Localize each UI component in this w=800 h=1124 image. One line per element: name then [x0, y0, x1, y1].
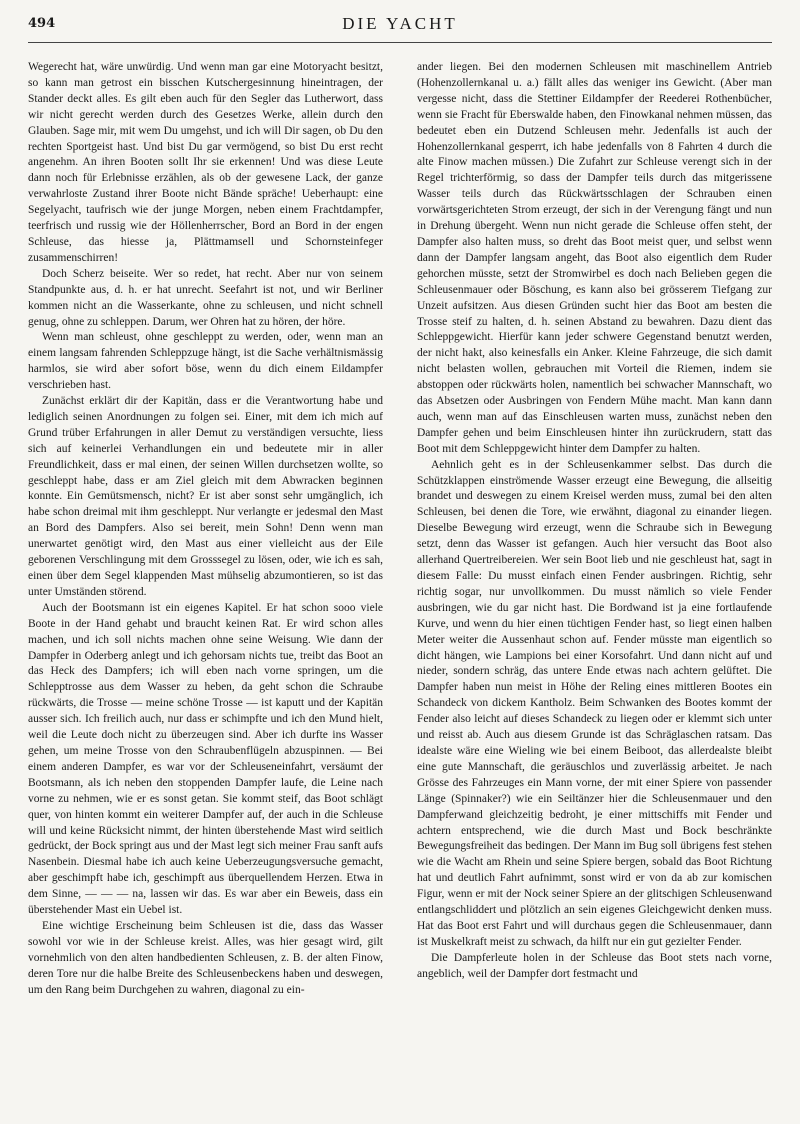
paragraph: Aehnlich geht es in der Schleusenkammer selbst. Das durch die Schützklappen einströmende Wasser erzeugt eine Bewegung, die allseitig brandet und deswegen zu einem Kreisel werden muss, zumal bei den alten Schleusen, bei denen die Tore, wie erwähnt, diagonal zu einander liegen. Dieselbe Bewegung wird erzeugt, wenn die Schraube sich in Bewegung setzt, denn das Wasser ist gefangen. Auch hier versucht das Boot also allerhand Quertreibereien. Wer sein Boot lieb und nie geschleust hat, sagt in diesem Falle: Du musst einfach einen Fender ausbringen. Richtig, sehr richtig sogar, nur unvollkommen. Du musst nämlich so viele Fender ausbringen, wie du gar nicht hast. Die Bordwand ist ja eine fortlaufende Kurve, und wenn du hier einen tüchtigen Fender hast, so liegt einen halben Meter weiter die Aussenhaut schon auf. Fender müsste man eigentlich so dicht hängen, wie Lampions bei einer Korsofahrt. Und dann nicht auf und nieder, sondern schräg, das untere Ende etwas nach achtern gelüftet. Die Dampfer haben nun meist in Höhe der Reling eines mittleren Bootes ein Schandeck von dickem Kantholz. Beim Schwanken des Bootes kommt der Fender also leicht auf dieses Schandeck zu liegen oder er klemmt sich unter und reisst ab. Auch aus diesem Grunde ist das Schräglaschen ratsam. Das idealste wäre eine Wieling wie bei einem Beiboot, das allerdealste bleibt eine gute Mannschaft, die geräuschlos und zuverlässig arbeitet. Je nach Grösse des Fahrzeuges ein Mann vorne, der mit einer Spiere von passender Länge (Spinnaker?) wie ein Seiltänzer hier die Schleusenmauer und den Dampferwand gleichzeitig bedroht, je einer mittschiffs mit Fender und achtern entsprechend, wie die durch Mast und Bock beschränkte Bewegungsfreiheit das bedingen. Der Mann im Bug soll übrigens fest stehen wie die Wacht am Rhein und seine Spiere bergen, sobald das Boot Richtung hat und deutlich Fahrt aufnimmt, sonst wird er von da ab zur komischen Figur, wenn er mit der Nock seiner Spiere an der glitschigen Schleusenwand entlangschliddert und plötzlich an sein eigenes Gleichgewicht denken muss. Hat das Boot erst Fahrt und will durchaus gegen die Schleusenmauer, dann ist Muskelkraft meist zu schwach, da hilft nur ein gut gezielter Fender. [417, 458, 772, 948]
paragraph: Die Dampferleute holen in der Schleuse das Boot stets nach vorne, angeblich, weil der Dampfer dort festmacht und [417, 951, 772, 980]
page-number: 494 [28, 16, 56, 31]
right-column [417, 60, 772, 1110]
paragraph: Eine wichtige Erscheinung beim Schleusen ist die, dass das Wasser sowohl vor wie in der Schleuse kreist. Alles, was hier gesagt wird, gilt vornehmlich von den alten handbedienten Schleusen, z. B. der alten Finow, deren Tore nur die halbe Breite des Schleusenbeckens haben und deswegen, um den Rang beim Durchgehen zu wahren, diagonal zu ein- [28, 919, 383, 996]
paragraph: Zunächst erklärt dir der Kapitän, dass er die Verantwortung habe und lediglich seinen Anordnungen zu folgen sei. Einer, mit dem ich mich auf Grund trüber Erfahrungen in aller Demut zu verständigen versuchte, liess sich auf keinerlei Verhandlungen ein und bedeutete mir in aller Freundlichkeit, dass er mal einen, der seinen Willen durchsetzen wollte, so geschleppt habe, dass er am Ziel gleich mit dem Abwracken beginnen konnte. Ein Gemütsmensch, nicht? Er ist aber sonst sehr umgänglich, ich habe schon dreimal mit ihm geschleppt. Nur verlangte er jedesmal den Mast an Bord des Dampfers. Also sei bereit, mein Sohn! Denn wenn man unerwartet genötigt wird, den Mast aus einer vielleicht aus der Eile geborenen Verschlingung mit dem Grosssegel zu lösen, oder, wie ich es sah, einen über dem Segel klappenden Mast mühselig abzumontieren, so ist das unter Umständen störend. [28, 395, 383, 598]
article-body [28, 60, 772, 1110]
paragraph: ander liegen. Bei den modernen Schleusen mit maschinellem Antrieb (Hohenzollernkanal u. a.) fällt alles das weniger ins Gewicht. (Aber man vergesse nicht, dass die Stettiner Eildampfer der Reederei Rothenbücher, wenn sie Fracht für Eberswalde haben, den Finowkanal nehmen müssen, das bedeutet eben ein Dutzend Schleusen mehr. Jedenfalls ist auch der Hohenzollernkanal gesperrt, ich habe jedenfalls von 8 Fahrten 4 durch die alte Finow machen müssen.) Die Zufahrt zur Schleuse verengt sich in der Regel trichterförmig, so dass der Dampfer teils durch das mitgerissene Wasser teils durch das Rückwärtsschlagen der Schrauben einen vorwärtsgerichteten Strom erzeugt, der sich in der Verengung fängt und nun in Drehung übergeht. Wenn nun nicht gerade die Schleuse offen steht, der Dampfer also halten muss, so dreht das Boot meist quer, und selbst wenn dann der Dampfer langsam angeht, das Boot also eigentlich dem Ruder gehorchen müsste, setzt der Stromwirbel es doch nach Belieben gegen die Schleusenmauer oder Böschung, es kann also bei grösserem Tiefgang zur Unzeit aufsitzen. Aus diesen Gründen sucht hier das Boot am besten die Trosse steif zu halten, d. h. seinen Abstand zu bewahren. Dazu dient das Schleppgewicht. Hierfür kann jeder schwere Gegenstand benutzt werden, der nicht hakt, also keinesfalls ein Anker. Kleine Fahrzeuge, die sich damit nicht belasten wollen, gebrauchen mit Vorteil die Riemen, indem sie abstoppen oder rückwärts holen, namentlich bei schwacher Mannschaft, wo das Absetzen oder Ausbringen von Fendern Mühe macht. Man kann dann auch, wenn man auf das Einschleusen warten muss, zunächst neben den Dampfer gehen und beim Einschleusen hinter ihn zurückrudern, statt das Boot mit dem Schleppgewicht hinter dem Dampfer zu halten. [417, 61, 772, 455]
paragraph: Auch der Bootsmann ist ein eigenes Kapitel. Er hat schon sooo viele Boote in der Hand gehabt und braucht keinen Rat. Er wird schon alles machen, und ich soll nichts machen ohne seine Weisung. Wie dann der Dampfer in Oderberg anlegt und ich gehorsam nichts tue, treibt das Boot an das Heck des Dampfers; ich will eben nach vorne springen, um die Schlepptrosse aus dem Wasser zu heben, da geht schon die Schraube rückwärts, die Trosse — meine schöne Trosse — ist kaputt und der Kapitän ausser sich. Ich freilich auch, nur dass er schimpfte und ich den Mund hielt, weil die Leute doch nicht zu überzeugen sind. Aber ich durfte ins Wasser gehen, um meine Trosse von den Schraubenflügeln abzuspinnen. — Bei einem anderen Dampfer, es war vor der Schleuseneinfahrt, versäumt der Bootsmann, als ich neben den stoppenden Dampfer laufe, die Leine nach vorne zu nehmen, wie er es sonst getan. Sie kommt steif, das Boot schlägt quer, von hinten kommt ein weiterer Dampfer auf, der auch in die Schleuse will und keine Rücksicht nimmt, der hinten überstehende Mast wird seitlich gedrückt, der Bock springt aus und der Mast legt sich meiner Frau sanft aufs Nasenbein. Diesmal habe ich auch keine Ueberzeugungsversuche gemacht, aber geschimpft habe ich, geschimpft aus überquellendem Herzen. Etwa in dem Sinne, — — — na, lassen wir das. Es war aber ein Beweis, dass ein überstehender Mast ein Uebel ist. [28, 601, 383, 917]
paragraph: Doch Scherz beiseite. Wer so redet, hat recht. Aber nur von seinem Standpunkte aus, d. h. er hat unrecht. Seefahrt ist not, und wir Berliner kommen nicht an die Wasserkante, ohne zu schleusen, und nicht schnell genug, ohne zu schleppen. Darum, wer Ohren hat zu hören, der höre. [28, 267, 383, 328]
left-column [28, 60, 383, 1110]
paragraph: Wenn man schleust, ohne geschleppt zu werden, oder, wenn man an einem langsam fahrenden Schleppzuge hängt, ist die Sache verhältnismässig harmlos, sie wird aber sofort böse, wenn du dich einem Eildampfer verschrieben hast. [28, 331, 383, 392]
running-title: DIE YACHT [342, 14, 458, 33]
page-header [28, 10, 772, 43]
paragraph: Wegerecht hat, wäre unwürdig. Und wenn man gar eine Motoryacht besitzt, so kann man getrost ein bisschen Kutschergesinnung hineintragen, der Stander deckt alles. Es gilt eben auch für den Segler das Lutherwort, dass wir nicht gerecht werden durch des Gesetzes Werke, allein durch den Glauben. Sage mir, mit wem Du umgehst, und ich will Dir sagen, ob Du den rechten Sportgeist hast. Und bist Du gar vermögend, so bist Du erst recht angenehm. An ihren Booten sollt Ihr sie erkennen! Und was diese Leute dann noch für Erlebnisse erzählen, als ob der gewesene Lack, der ganze verwahrloste Zustand ihrer Boote nicht Bände spräche! Ueberhaupt: eine Segelyacht, taufrisch wie der junge Morgen, neben einem Frachtdampfer, teerfrisch und russig wie der Höllenherrscher, Bord an Bord in der engen Schleuse, das hiesse ja, Plättmamsell und Schornsteinfeger zusammenschirren! [28, 61, 383, 264]
